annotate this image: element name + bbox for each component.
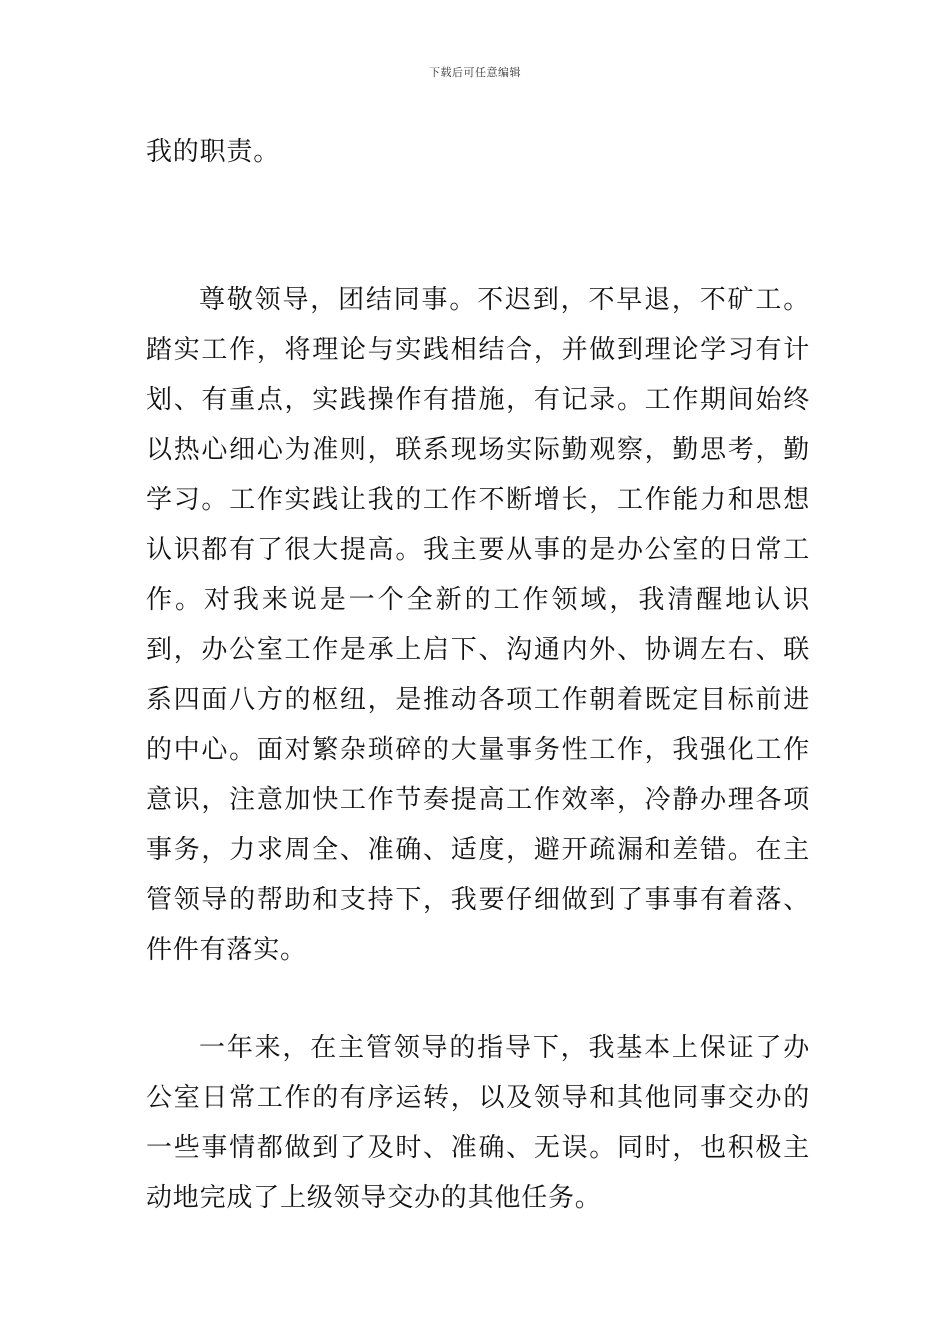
paragraph-work-attitude: 尊敬领导，团结同事。不迟到，不早退，不矿工。踏实工作，将理论与实践相结合，并做到理论学习有计划、有重点，实践操作有措施，有记录。工作期间始终以热心细心为准则，联系现场实际勤观察，勤思考，勤学习。工作实践让我的工作不断增长，工作能力和思想认识都有了很大提高。我主要从事的是办公室的日常工作。对我来说是一个全新的工作领域，我清醒地认识到，办公室工作是承上启下、沟通内外、协调左右、联系四面八方的枢纽，是推动各项工作朝着既定目标前进的中心。面对繁杂琐碎的大量事务性工作，我强化工作意识，注意加快工作节奏提高工作效率，冷静办理各项事务，力求周全、准确、适度，避开疏漏和差错。在主管领导的帮助和支持下，我要仔细做到了事事有着落、件件有落实。 [146, 285, 810, 965]
header-note: 下载后可任意编辑 [429, 66, 521, 79]
paragraph-intro: 我的职责。 [146, 137, 281, 167]
paragraph-year-summary: 一年来，在主管领导的指导下，我基本上保证了办公室日常工作的有序运转，以及领导和其他同事交办的一些事情都做到了及时、准确、无误。同时，也积极主动地完成了上级领导交办的其他任务。 [146, 1033, 810, 1213]
